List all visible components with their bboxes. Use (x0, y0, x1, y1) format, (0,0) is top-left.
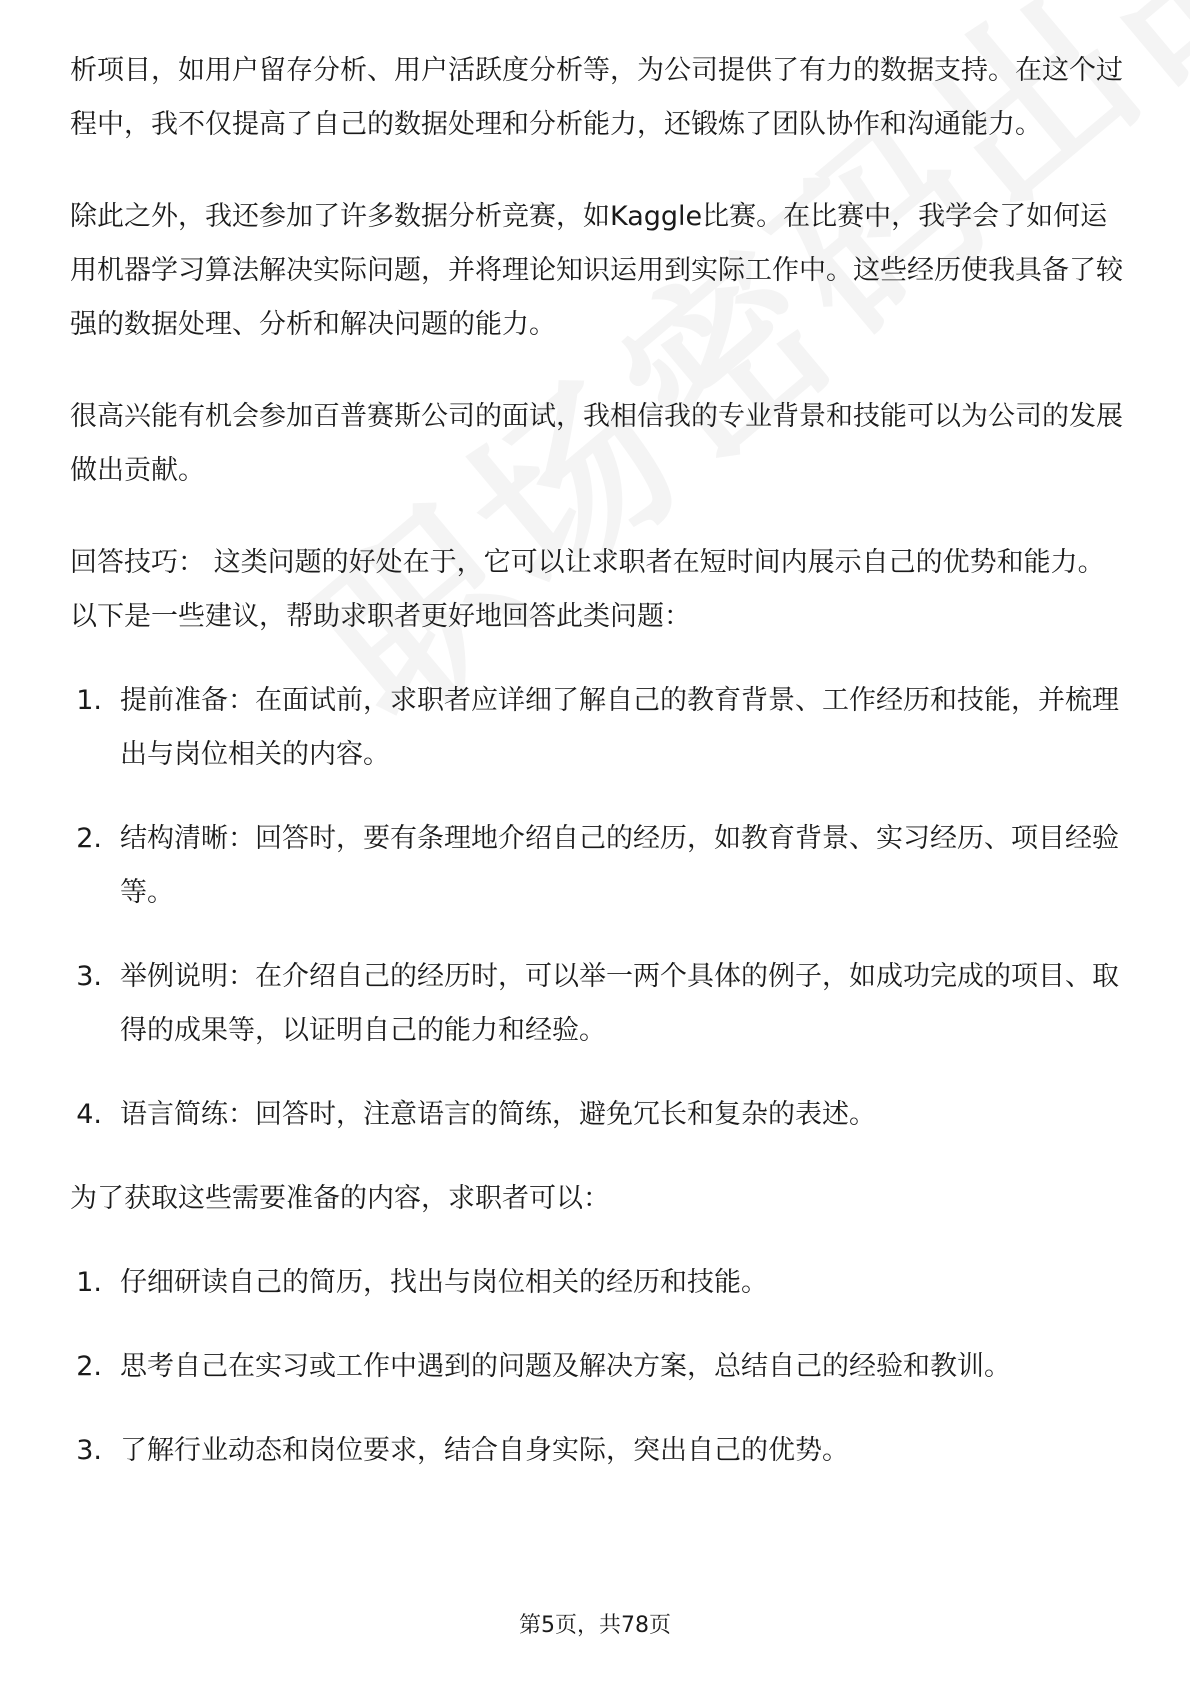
list-item (70, 950, 1125, 1058)
list-text: 提前准备：在面试前，求职者应详细了解自己的教育背景、工作经历和技能，并梳理出与岗位相关的内容。 (120, 685, 1119, 770)
list-number: 1. (76, 685, 102, 716)
paragraph-answer-tips: 回答技巧： 这类问题的好处在于，它可以让求职者在短时间内展示自己的优势和能力。以下是一些建议，帮助求职者更好地回答此类问题： (70, 547, 1105, 632)
list-item (70, 1256, 1125, 1310)
list-number: 3. (76, 961, 102, 992)
list-text: 语言简练：回答时，注意语言的简练，避免冗长和复杂的表述。 (120, 1099, 876, 1130)
page-number: 第5页，共78页 (519, 1613, 671, 1638)
list-item (70, 1340, 1125, 1394)
document-body (70, 44, 1125, 1478)
list-text: 结构清晰：回答时，要有条理地介绍自己的经历，如教育背景、实习经历、项目经验等。 (120, 823, 1119, 908)
list-number: 2. (76, 823, 102, 854)
list-text: 仔细研读自己的简历，找出与岗位相关的经历和技能。 (120, 1267, 768, 1298)
list-number: 3. (76, 1435, 102, 1466)
list-item (70, 674, 1125, 782)
paragraph-project-experience: 析项目，如用户留存分析、用户活跃度分析等，为公司提供了有力的数据支持。在这个过程中，我不仅提高了自己的数据处理和分析能力，还锻炼了团队协作和沟通能力。 (70, 55, 1123, 140)
list-item (70, 812, 1125, 920)
paragraph-competitions: 除此之外，我还参加了许多数据分析竞赛，如Kaggle比赛。在比赛中，我学会了如何运用机器学习算法解决实际问题，并将理论知识运用到实际工作中。这些经历使我具备了较强的数据处理、分析和解决问题的能力。 (70, 201, 1123, 340)
list-item (70, 1088, 1125, 1142)
list-text: 思考自己在实习或工作中遇到的问题及解决方案，总结自己的经验和教训。 (120, 1351, 1011, 1382)
list-item (70, 1424, 1125, 1478)
list-text: 举例说明：在介绍自己的经历时，可以举一两个具体的例子，如成功完成的项目、取得的成果等，以证明自己的能力和经验。 (120, 961, 1119, 1046)
paragraph-closing: 很高兴能有机会参加百普赛斯公司的面试，我相信我的专业背景和技能可以为公司的发展做出贡献。 (70, 401, 1123, 486)
list-text: 了解行业动态和岗位要求，结合自身实际，突出自己的优势。 (120, 1435, 849, 1466)
list-number: 4. (76, 1099, 102, 1130)
paragraph-preparation: 为了获取这些需要准备的内容，求职者可以： (70, 1183, 610, 1214)
list-number: 1. (76, 1267, 102, 1298)
list-number: 2. (76, 1351, 102, 1382)
